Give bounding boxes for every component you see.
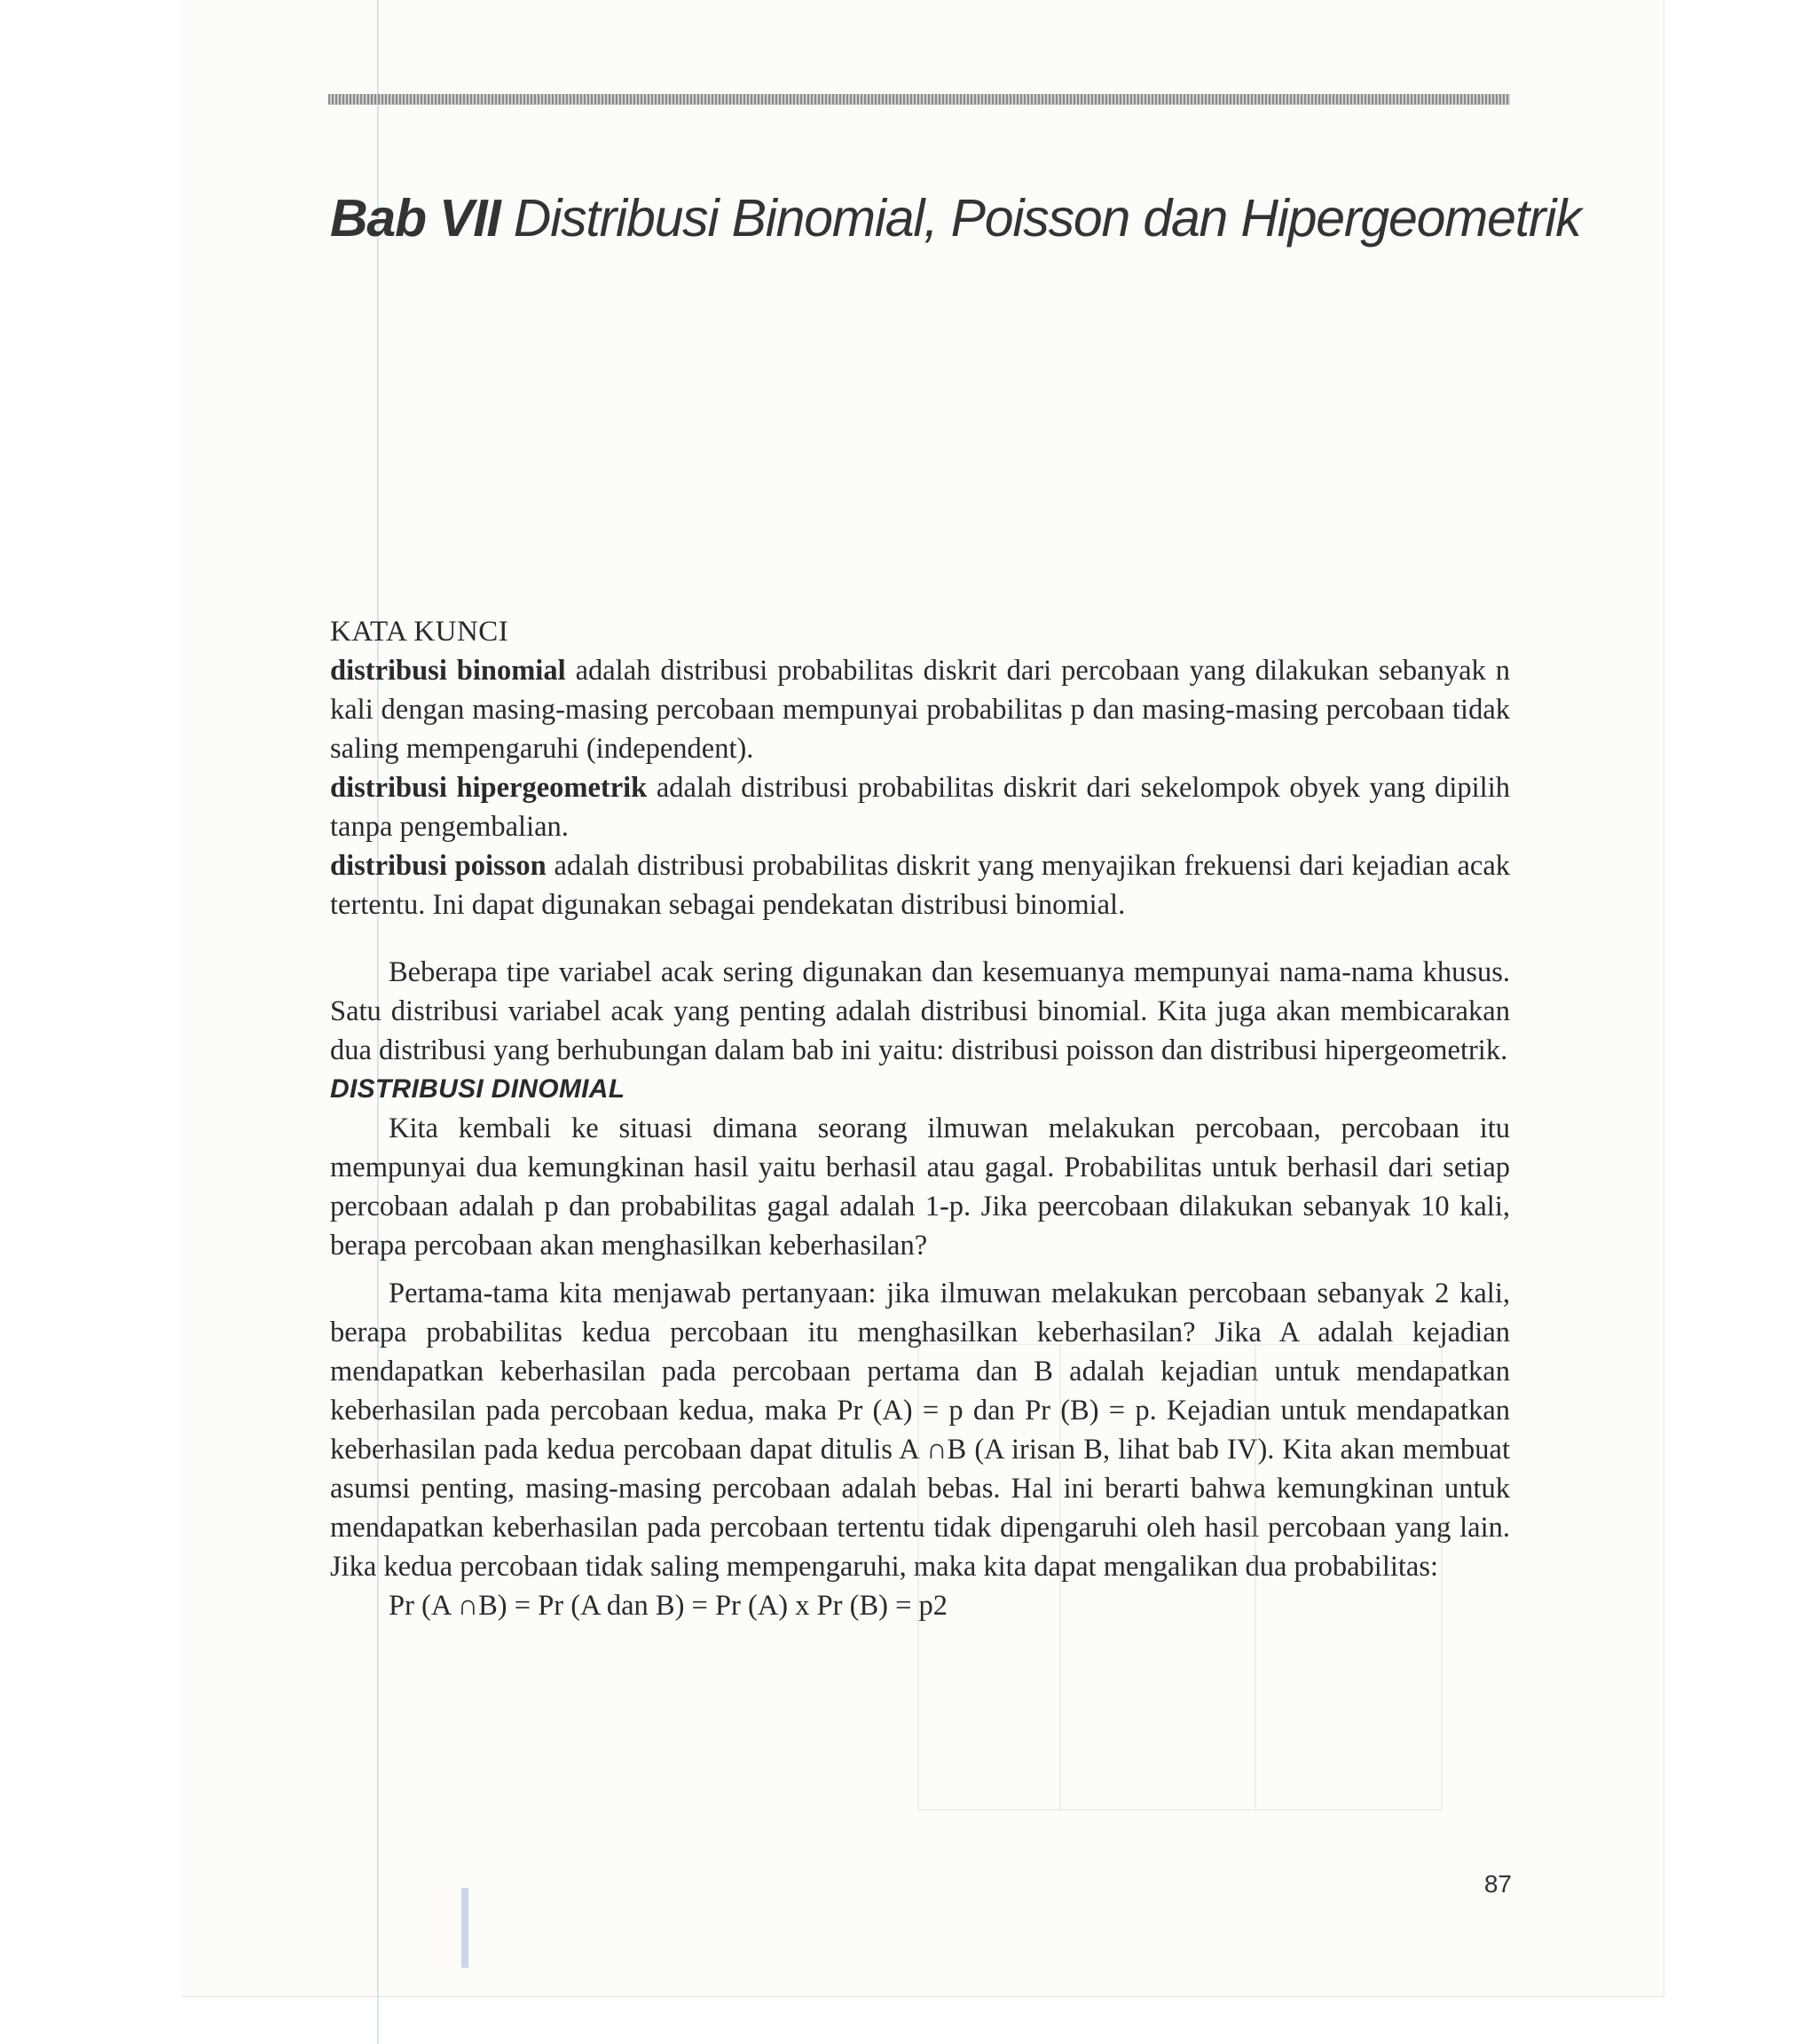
header-rule [328,94,1510,105]
term-hipergeometrik: distribusi hipergeometrik [330,772,648,804]
body-paragraph-1: Kita kembali ke situasi dimana seorang ilmuwan melakukan percobaan, percobaan itu mempunyai dua kemungkinan hasil yaitu berhasil atau gagal. Probabilitas untuk berhasil dari setiap percobaan adalah p dan probabilitas gagal adalah 1-p. Jika peercobaan dilakukan sebanyak 10 kali, berapa percobaan akan menghasilkan keberhasilan? [330,1112,1510,1262]
definition-binomial [330,651,1510,768]
definition-binomial-text: adalah distribusi probabilitas diskrit dari percobaan yang dilakukan sebanyak n kali dengan masing-masing percobaan mempunyai probabilitas p dan masing-masing percobaan tidak saling mempengaruhi (independent). [330,655,1510,765]
probability-formula: Pr (A ∩B) = Pr (A dan B) = Pr (A) x Pr (B) = p2 [389,1590,948,1622]
intro-paragraph: Beberapa tipe variabel acak sering digunakan dan kesemuanya mempunyai nama-nama khusus. Satu distribusi variabel acak yang penting adalah distribusi binomial. Kita juga akan membicarakan dua distribusi yang berhubungan dalam bab ini yaitu: distribusi poisson dan distribusi hipergeometrik. [330,956,1510,1066]
chapter-prefix: Bab VII [330,189,500,248]
definition-poisson [330,846,1510,924]
definition-hipergeometrik-text: adalah distribusi probabilitas diskrit dari sekelompok obyek yang dipilih tanpa pengembalian. [330,772,1510,843]
spacer [330,924,1510,953]
bleed-through-table [457,1344,1455,1814]
chapter-title [330,188,1581,248]
term-poisson: distribusi poisson [330,850,547,882]
scan-blue-mark [461,1888,468,1968]
definition-poisson-text: adalah distribusi probabilitas diskrit yang menyajikan frekuensi dari kejadian acak tertentu. Ini dapat digunakan sebagai pendekatan distribusi binomial. [330,850,1510,921]
definition-hipergeometrik [330,768,1510,846]
section-heading: DISTRIBUSI DINOMIAL [330,1074,625,1104]
kata-kunci-heading: KATA KUNCI [330,616,509,648]
chapter-title-text: Distribusi Binomial, Poisson dan Hipergeometrik [513,189,1581,248]
page-number: 87 [1483,1870,1512,1898]
term-binomial: distribusi binomial [330,655,566,687]
body-paragraph-2: Pertama-tama kita menjawab pertanyaan: jika ilmuwan melakukan percobaan sebanyak 2 kali, berapa probabilitas kedua percobaan itu menghasilkan keberhasilan? Jika A adalah kejadian mendapatkan keberhasilan pada percobaan pertama dan B adalah kejadian untuk mendapatkan keberhasilan pada percobaan kedua, maka Pr (A) = p dan Pr (B) = p. Kejadian untuk mendapatkan keberhasilan pada kedua percobaan dapat ditulis A ∩B (A irisan B, lihat bab IV). Kita akan membuat asumsi penting, masing-masing percobaan adalah bebas. Hal ini berarti bahwa kemungkinan untuk mendapatkan keberhasilan pada percobaan tertentu tidak dipengaruhi oleh hasil percobaan yang lain. Jika kedua percobaan tidak saling mempengaruhi, maka kita dapat mengalikan dua probabilitas: [330,1278,1510,1583]
